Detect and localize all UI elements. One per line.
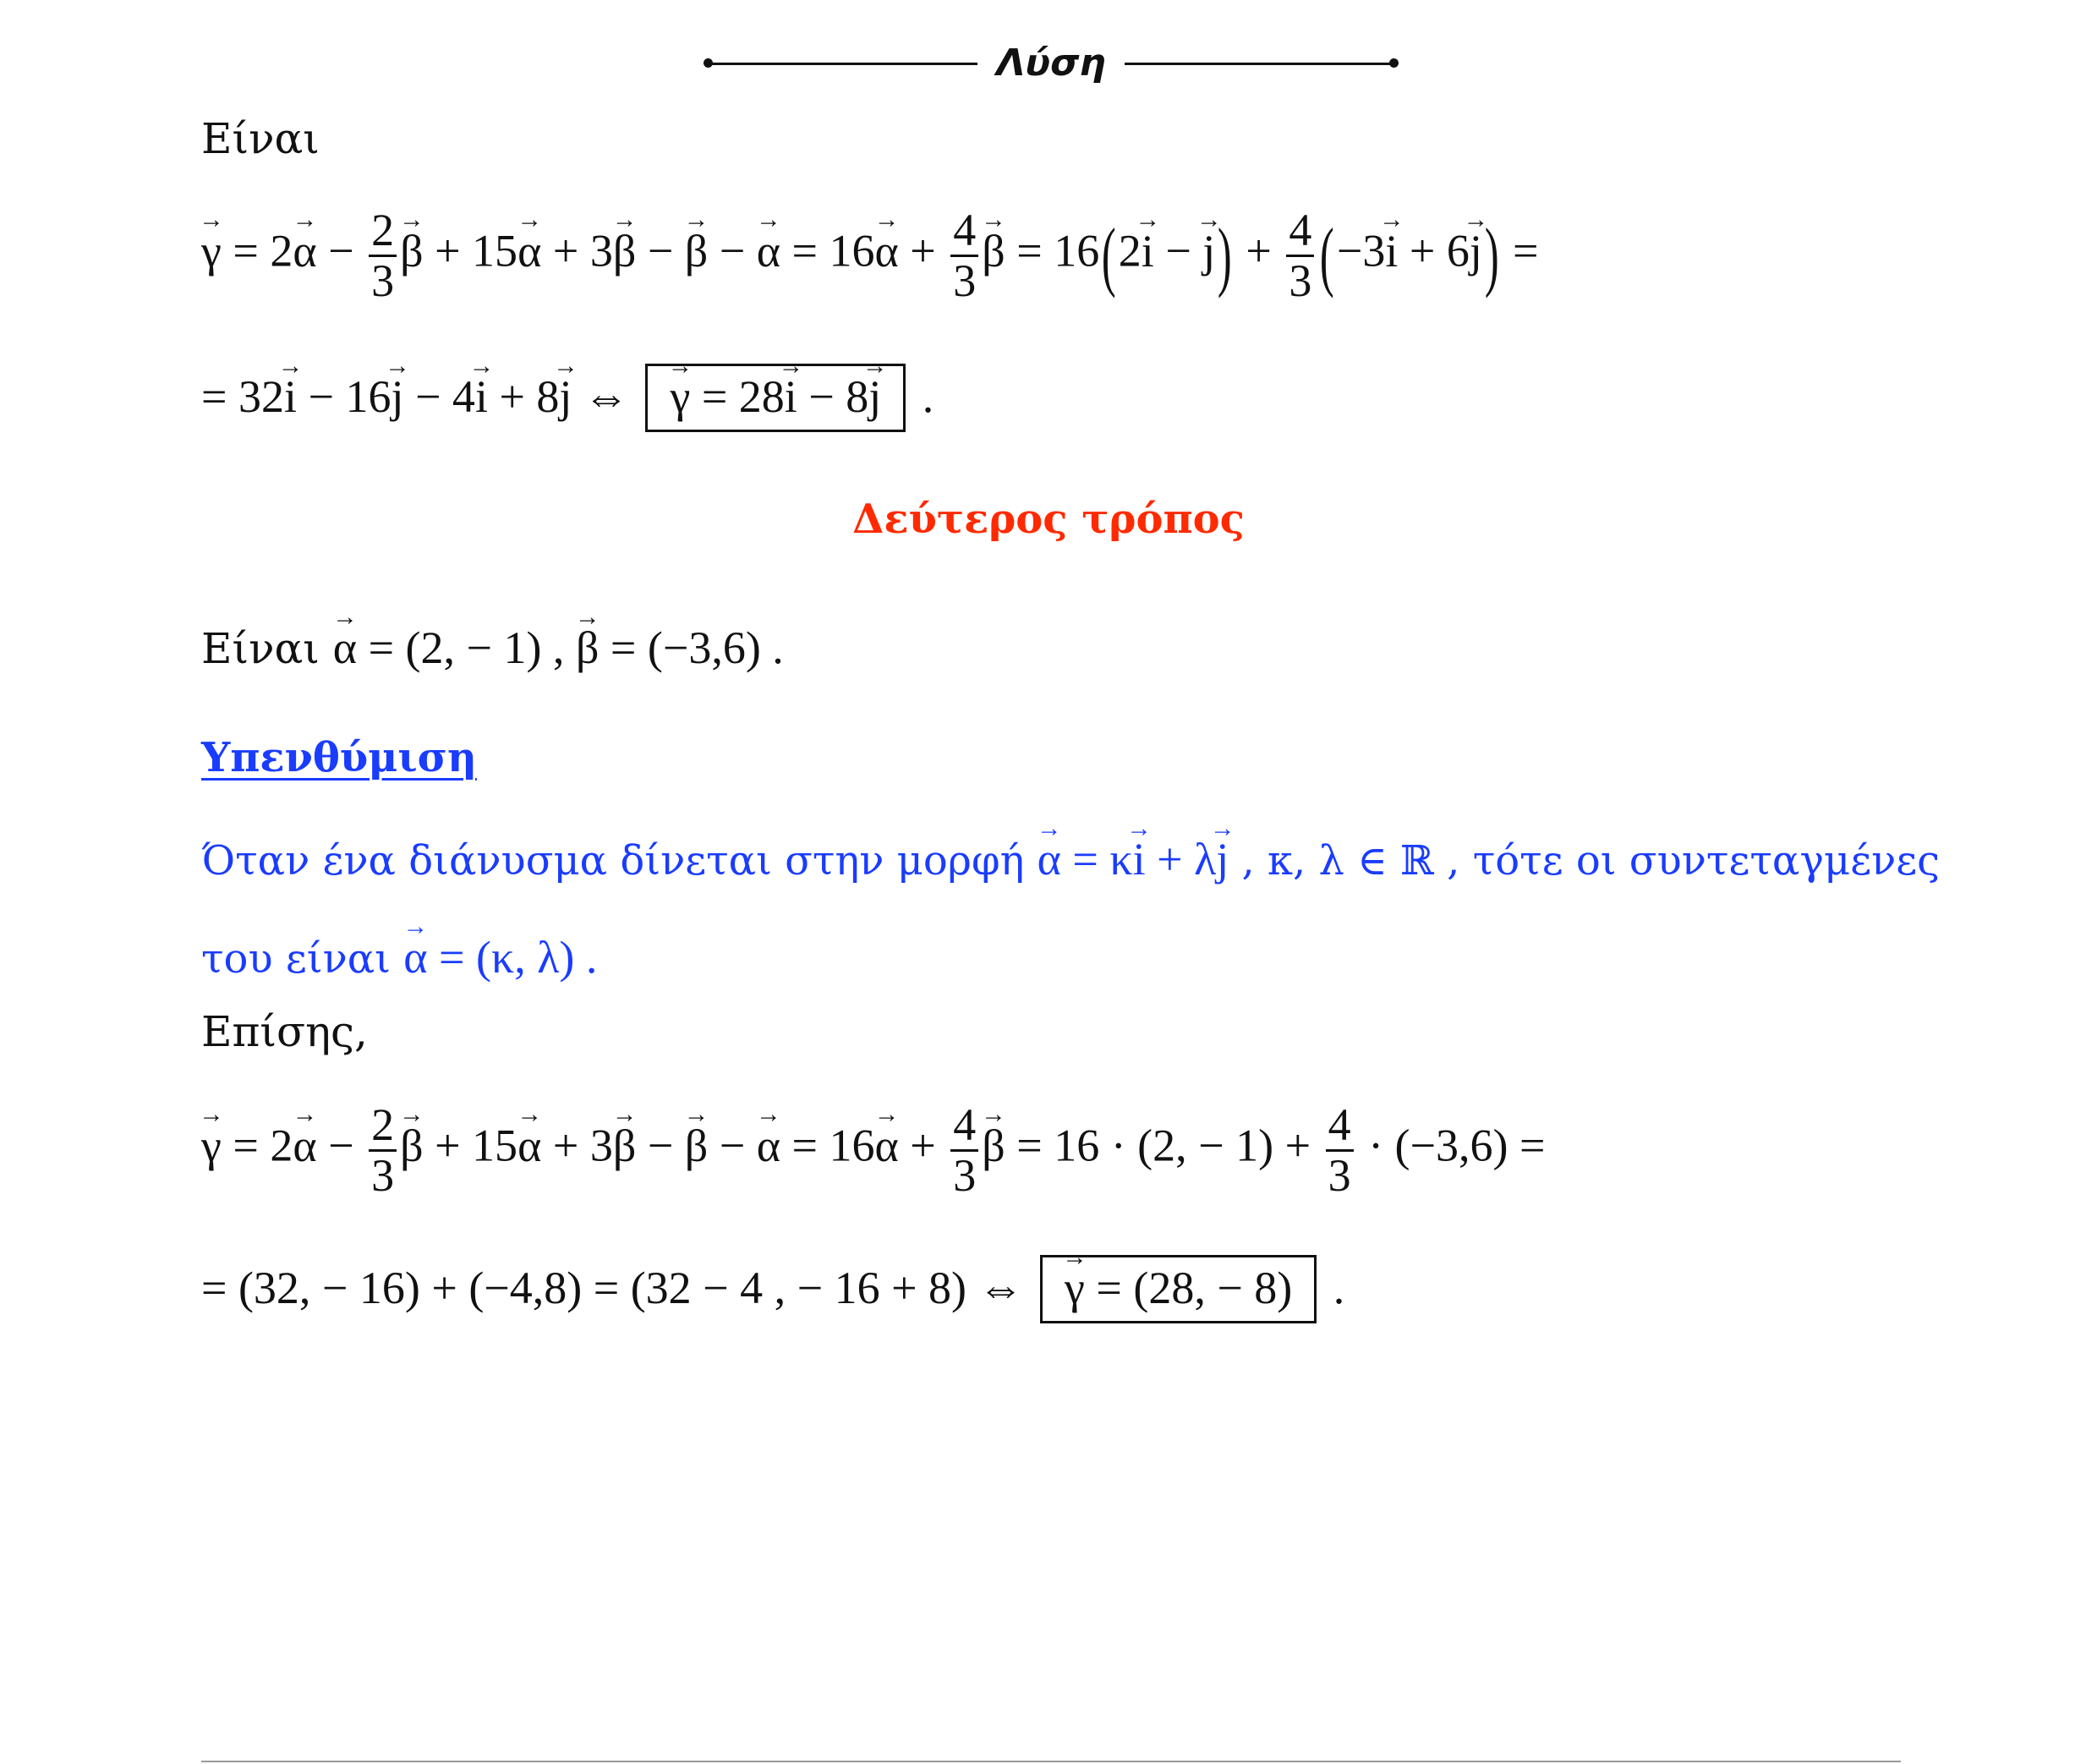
eq-text: . <box>911 371 934 422</box>
eq-text: + 6 <box>1398 225 1470 277</box>
vec-beta: → β <box>576 621 599 675</box>
fraction-numerator: 2 <box>369 206 397 257</box>
eq-text: + 15 <box>423 225 518 277</box>
result-box <box>645 364 906 432</box>
fraction-numerator: 2 <box>369 1101 397 1152</box>
eq-text: − 16 <box>296 371 391 422</box>
equation-2 <box>201 364 934 432</box>
reminder-title: Υπενθύμιση <box>201 734 477 781</box>
vec-beta: → β <box>685 1119 708 1173</box>
vec-i: → i <box>785 370 797 425</box>
eq-text: = 16 <box>780 1120 875 1171</box>
paren-open: ( <box>1320 211 1335 299</box>
eq-text: − 4 <box>403 371 475 422</box>
vec-i: → i <box>1133 832 1146 886</box>
vec-alpha: → α <box>293 1119 316 1173</box>
intro-text: Είναι <box>201 624 333 673</box>
fraction-numerator: 4 <box>950 206 978 257</box>
eq-text: = 28 <box>690 371 785 422</box>
second-method-title: Δεύτερος τρόπος <box>852 496 1245 543</box>
also-text: Επίσης, <box>201 1007 368 1056</box>
bottom-divider <box>201 1761 1901 1762</box>
eq-text: = 32 <box>201 371 284 422</box>
eq-text: + <box>898 1120 948 1171</box>
vec-alpha: → α <box>517 224 541 278</box>
result-box <box>1040 1255 1317 1323</box>
fraction-numerator: 4 <box>950 1101 978 1152</box>
vec-beta: → β <box>685 224 708 278</box>
fraction-denominator: 3 <box>953 1149 977 1201</box>
eq-text: + <box>898 225 948 277</box>
header-dot-right <box>1389 58 1399 68</box>
paren-open: ( <box>1102 211 1116 299</box>
header-title: Λύση <box>996 41 1106 85</box>
vec-j: → j <box>1216 832 1229 886</box>
coordinates-line <box>201 621 784 676</box>
vec-alpha: → α <box>333 621 357 675</box>
vec-i: → i <box>1142 224 1154 278</box>
eq-text: − <box>636 225 685 277</box>
fraction-numerator: 4 <box>1326 1101 1354 1152</box>
fraction-denominator: 3 <box>1328 1149 1351 1201</box>
vec-i: → i <box>475 370 488 424</box>
vec-alpha: → α <box>875 224 899 278</box>
vec-gamma: → γ <box>1065 1261 1085 1316</box>
fraction-denominator: 3 <box>371 1149 395 1201</box>
vec-gamma: → γ <box>201 224 222 278</box>
vec-j: → j <box>1202 224 1215 278</box>
fraction-denominator: 3 <box>371 255 395 306</box>
eq-text: = (2, − 1) , <box>357 622 576 673</box>
eq-text: = κ <box>1060 834 1133 885</box>
reminder-line-2 <box>201 930 597 986</box>
vec-i: → i <box>284 370 297 424</box>
reminder-line-1 <box>201 832 1940 888</box>
eq-text: + 3 <box>541 225 613 277</box>
eq-text: = 2 <box>221 1120 293 1171</box>
vec-j: → j <box>868 370 881 425</box>
vec-alpha: → α <box>757 224 780 278</box>
vec-j: → j <box>559 370 572 424</box>
fraction <box>369 1101 397 1199</box>
header-rule-right <box>1125 63 1393 65</box>
fraction-numerator: 4 <box>1286 206 1314 257</box>
vec-alpha: → α <box>1038 832 1061 886</box>
fraction <box>1286 206 1314 304</box>
vec-beta: → β <box>613 224 636 278</box>
vec-alpha: → α <box>875 1119 899 1173</box>
eq-text: − <box>708 225 757 277</box>
eq-text: − <box>1153 225 1203 277</box>
eq-text: − <box>708 1120 757 1171</box>
eq-text: −3 <box>1336 225 1386 277</box>
eq-text: ⇔ <box>572 371 641 422</box>
vec-beta: → β <box>982 224 1005 278</box>
eq-text: = (κ, λ) . <box>427 932 598 983</box>
eq-text: + 8 <box>487 371 560 422</box>
eq-text: = 16 <box>1005 225 1100 277</box>
paren-close: ) <box>1218 211 1232 299</box>
reminder-text: του είναι <box>201 935 404 983</box>
vec-j: → j <box>391 370 403 424</box>
equation-4 <box>201 1255 1344 1323</box>
eq-text: − 8 <box>797 371 869 422</box>
fraction-denominator: 3 <box>953 255 977 306</box>
eq-text: = 16 <box>780 225 875 277</box>
solution-header <box>702 39 1400 90</box>
eq-text: + λ <box>1145 834 1217 885</box>
eq-text: = 16 · (2, − 1) + <box>1005 1120 1322 1171</box>
vec-gamma: → γ <box>670 370 690 425</box>
vec-alpha: → α <box>517 1119 541 1173</box>
vec-beta: → β <box>400 224 423 278</box>
vec-i: → i <box>1385 224 1398 278</box>
vec-alpha: → α <box>757 1119 780 1173</box>
vec-j: → j <box>1470 224 1482 278</box>
eq-text: + 15 <box>423 1120 518 1171</box>
eq-text: = 2 <box>221 225 293 277</box>
equation-3 <box>201 1101 1545 1199</box>
eq-text: . <box>1322 1263 1345 1313</box>
vec-alpha: → α <box>293 224 316 278</box>
eq-text: = (32, − 16) + (−4,8) = (32 − 4 , − 16 + 8) ⇔ <box>201 1263 1036 1313</box>
paren-close: ) <box>1484 211 1499 299</box>
fraction <box>1326 1101 1354 1199</box>
fraction <box>950 206 978 304</box>
eq-text: · (−3,6) = <box>1356 1120 1546 1171</box>
eq-text: − <box>636 1120 685 1171</box>
fraction <box>369 206 397 304</box>
fraction-denominator: 3 <box>1289 255 1312 306</box>
vec-beta: → β <box>613 1119 636 1173</box>
eq-text: − <box>316 225 366 277</box>
eq-text: = (28, − 8) <box>1084 1263 1293 1313</box>
vec-beta: → β <box>982 1119 1005 1173</box>
vec-gamma: → γ <box>201 1119 222 1173</box>
reminder-text: Όταν ένα διάνυσμα δίνεται στην μορφή <box>201 837 1038 885</box>
eq-text: + <box>1234 225 1284 277</box>
eq-text: = (−3,6) . <box>599 622 784 673</box>
eq-text: 2 <box>1118 225 1142 277</box>
equation-1 <box>201 206 1538 304</box>
eq-text: − <box>316 1120 366 1171</box>
reminder-text: , κ, λ ∈ ℝ , τότε οι συντεταγμένες <box>1229 837 1940 885</box>
eq-text: + 3 <box>541 1120 613 1171</box>
fraction <box>950 1101 978 1199</box>
eq-text: = <box>1501 225 1539 277</box>
vec-alpha: → α <box>403 930 427 984</box>
intro-text: Είναι <box>201 114 320 163</box>
vec-beta: → β <box>400 1119 423 1173</box>
